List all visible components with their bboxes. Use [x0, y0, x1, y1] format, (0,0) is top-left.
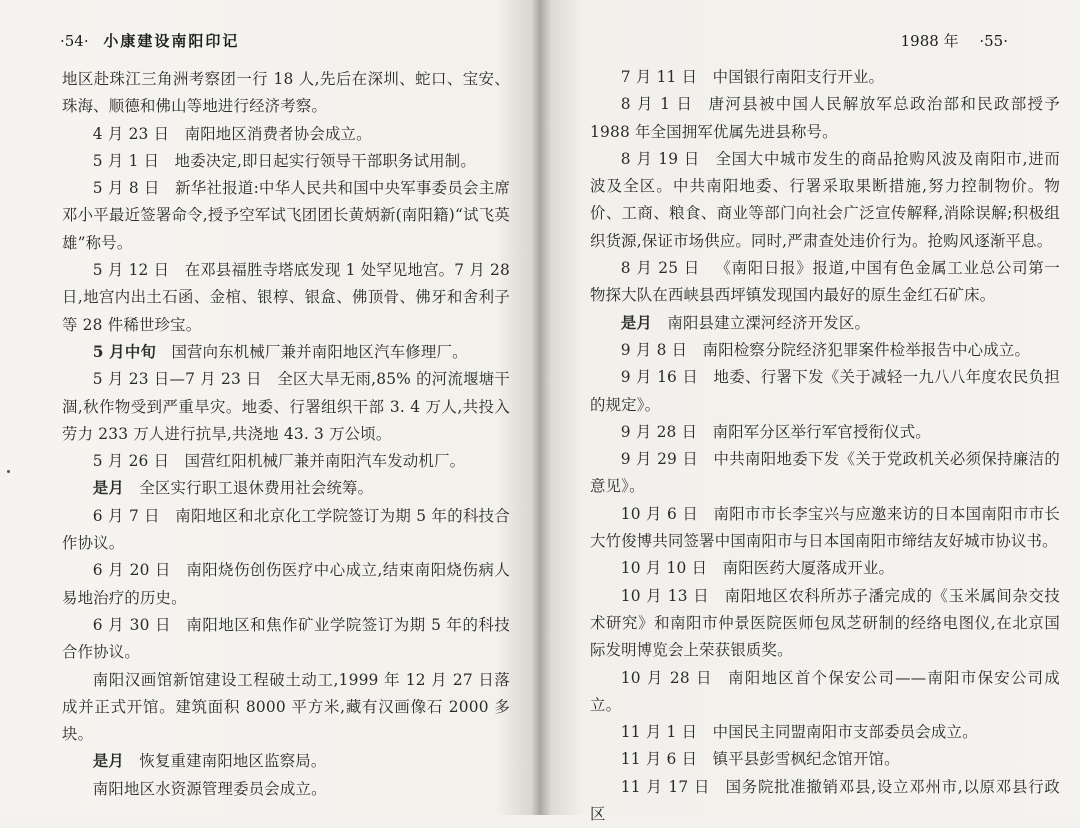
entry-date: 5 月 23 日—7 月 23 日	[92, 370, 262, 389]
entry-text: 南阳检察分院经济犯罪案件检举报告中心成立。	[702, 340, 1031, 359]
entry-date: 10 月 13 日	[620, 586, 710, 605]
entry-text: 中国民主同盟南阳市支部委员会成立。	[712, 723, 978, 742]
entry-text: 中国银行南阳支行开业。	[712, 68, 885, 86]
chronicle-entry	[62, 339, 510, 366]
entry-date: 11 月 17 日	[620, 777, 711, 796]
entry-date: 10 月 10 日	[620, 559, 708, 578]
entry-date: 8 月 25 日	[620, 259, 701, 278]
entry-date: 4 月 23 日	[92, 124, 170, 143]
entry-date: 11 月 6 日	[620, 750, 698, 769]
right-page	[540, 0, 1080, 824]
entry-text: 国营向东机械厂兼并南阳地区汽车修理厂。	[171, 342, 468, 361]
entry-text: 全国大中城市发生的商品抢购风波及南阳市,进而波及全区。中共南阳地委、行署采取果断措施,努力控制物价。物价、工商、粮食、商业等部门向社会广泛宣传解释,消除误解;积极组织货源,保证市场供应。同时,严肃查处违价行为。抢购风逐渐平息。	[590, 149, 1060, 250]
entry-date: 是月	[92, 752, 124, 771]
entry-date: 9 月 8 日	[620, 340, 688, 359]
entry-date: 5 月 26 日	[92, 452, 170, 471]
entry-date: 6 月 20 日	[92, 561, 171, 580]
entry-text: 南阳医药大厦落成开业。	[722, 559, 895, 578]
chronicle-entry	[590, 555, 1060, 582]
entry-text: 南阳地区农科所苏子潘完成的《玉米属间杂交技术研究》和南阳市仲景医院医师包凤芝研制的经络电图仪,在北京国际发明博览会上荣获银质奖。	[590, 586, 1060, 660]
entry-date: 6 月 7 日	[92, 506, 160, 525]
entry-text: 南阳汉画馆新馆建设工程破土动工,1999 年 12 月 27 日落成并正式开馆。建筑面积 8000 平方米,藏有汉画像石 2000 多块。	[62, 670, 510, 744]
entry-date: 5 月 12 日	[92, 261, 170, 280]
entry-date: 9 月 16 日	[620, 368, 699, 387]
entry-date: 9 月 28 日	[620, 422, 698, 441]
chronicle-entry	[62, 148, 510, 175]
entry-text: 《南阳日报》报道,中国有色金属工业总公司第一物探大队在西峡县西坪镇发现国内最好的原生金红石矿床。	[590, 259, 1060, 305]
entry-date: 6 月 30 日	[92, 615, 172, 634]
entry-text: 全区大旱无雨,85% 的河流堰塘干涸,秋作物受到严重旱灾。地委、行署组织干部 3. 4 万人,共投入劳力 233 万人进行抗旱,共浇地 43. 3 万公顷。	[62, 370, 510, 443]
entry-text: 南阳地区消费者协会成立。	[184, 124, 372, 143]
page-number: ·54·	[60, 32, 89, 50]
entry-text: 南阳烧伤创伤医疗中心成立,结束南阳烧伤病人易地治疗的历史。	[62, 561, 511, 607]
chronicle-entry	[62, 612, 510, 667]
chronicle-entry	[62, 776, 510, 803]
chronicle-entry	[590, 746, 1060, 773]
chronicle-entry	[590, 255, 1060, 310]
entry-date: 5 月 1 日	[92, 151, 160, 170]
chronicle-entry	[590, 310, 1060, 337]
entry-date: 5 月中旬	[92, 342, 157, 361]
chronicle-entry	[590, 364, 1060, 419]
chronicle-entry	[590, 719, 1060, 746]
right-entries	[590, 64, 1060, 828]
entry-text: 镇平县彭雪枫纪念馆开馆。	[712, 750, 900, 769]
entry-text: 地委、行署下发《关于减轻一九八八年度农民负担的规定》。	[590, 368, 1060, 414]
left-page	[0, 0, 530, 815]
entry-date: 是月	[92, 479, 124, 498]
entry-text: 国营红阳机械厂兼并南阳汽车发动机厂。	[184, 452, 466, 471]
entry-text: 唐河县被中国人民解放军总政治部和民政部授予 1988 年全国拥军优属先进县称号。	[590, 95, 1060, 141]
chronicle-entry	[590, 774, 1060, 828]
entry-text: 南阳军分区举行军官授衔仪式。	[712, 422, 931, 441]
chronicle-entry	[62, 366, 510, 448]
entry-date: 10 月 6 日	[620, 504, 699, 523]
entry-text: 地委决定,即日起实行领导干部职务试用制。	[174, 151, 476, 170]
entry-date: 8 月 1 日	[620, 95, 694, 114]
entry-date: 5 月 8 日	[92, 179, 160, 198]
chronicle-entry	[62, 475, 510, 502]
chronicle-entry	[590, 501, 1060, 556]
entry-text: 恢复重建南阳地区监察局。	[139, 752, 327, 771]
chronicle-entry	[590, 419, 1060, 446]
entry-date: 8 月 19 日	[620, 149, 701, 168]
book-title: 小康建设南阳印记	[103, 32, 240, 50]
left-entries	[62, 66, 510, 803]
entry-text: 地区赴珠江三角洲考察团一行 18 人,先后在深圳、蛇口、宝安、珠海、顺德和佛山等地进行经济考察。	[62, 70, 510, 116]
chronicle-entry	[62, 448, 510, 475]
entry-text: 南阳地区和北京化工学院签订为期 5 年的科技合作协议。	[62, 506, 510, 553]
chronicle-entry	[62, 748, 510, 775]
chronicle-entry	[590, 91, 1060, 146]
entry-date: 9 月 29 日	[620, 450, 699, 469]
chronicle-entry	[62, 503, 510, 558]
entry-text: 中共南阳地委下发《关于党政机关必须保持廉洁的意见》。	[590, 450, 1060, 496]
entry-date: 10 月 28 日	[620, 668, 713, 687]
entry-text: 新华社报道:中华人民共和国中央军事委员会主席邓小平最近签署命令,授予空军试飞团团长黄炳新(南阳籍)“试飞英雄”称号。	[62, 179, 510, 252]
chronicle-entry	[590, 64, 1060, 91]
chronicle-entry	[590, 146, 1060, 255]
chronicle-entry	[62, 121, 510, 148]
page-number: ·55·	[979, 32, 1008, 50]
chronicle-entry	[62, 557, 510, 612]
entry-date: 11 月 1 日	[620, 723, 698, 742]
entry-text: 南阳地区和焦作矿业学院签订为期 5 年的科技合作协议。	[62, 615, 510, 662]
running-head-right	[901, 30, 1008, 51]
entry-text: 在邓县福胜寺塔底发现 1 处罕见地宫。7 月 28 日,地宫内出土石函、金棺、银椁、银盒、佛顶骨、佛牙和舍利子等 28 件稀世珍宝。	[62, 261, 511, 334]
chapter-year: 1988 年	[900, 32, 959, 50]
chronicle-entry	[62, 257, 510, 339]
running-head-left	[60, 30, 239, 51]
entry-text: 全区实行职工退休费用社会统筹。	[139, 479, 374, 498]
chronicle-entry	[62, 667, 510, 749]
chronicle-entry	[62, 175, 510, 257]
chronicle-entry	[590, 665, 1060, 720]
entry-date: 是月	[620, 313, 652, 332]
chronicle-entry	[590, 583, 1060, 665]
print-speck	[7, 470, 10, 473]
entry-text: 南阳县建立溧河经济开发区。	[667, 313, 871, 332]
chronicle-entry	[590, 446, 1060, 501]
chronicle-entry	[62, 66, 510, 121]
entry-text: 南阳地区首个保安公司——南阳市保安公司成立。	[590, 668, 1060, 714]
entry-text: 南阳地区水资源管理委员会成立。	[92, 779, 327, 798]
entry-text: 国务院批准撤销邓县,设立邓州市,以原邓县行政区	[590, 777, 1060, 824]
entry-text: 南阳市市长李宝兴与应邀来访的日本国南阳市市长大竹俊博共同签署中国南阳市与日本国南阳市缔结友好城市协议书。	[590, 504, 1060, 551]
chronicle-entry	[590, 337, 1060, 364]
entry-date: 7 月 11 日	[620, 68, 698, 86]
